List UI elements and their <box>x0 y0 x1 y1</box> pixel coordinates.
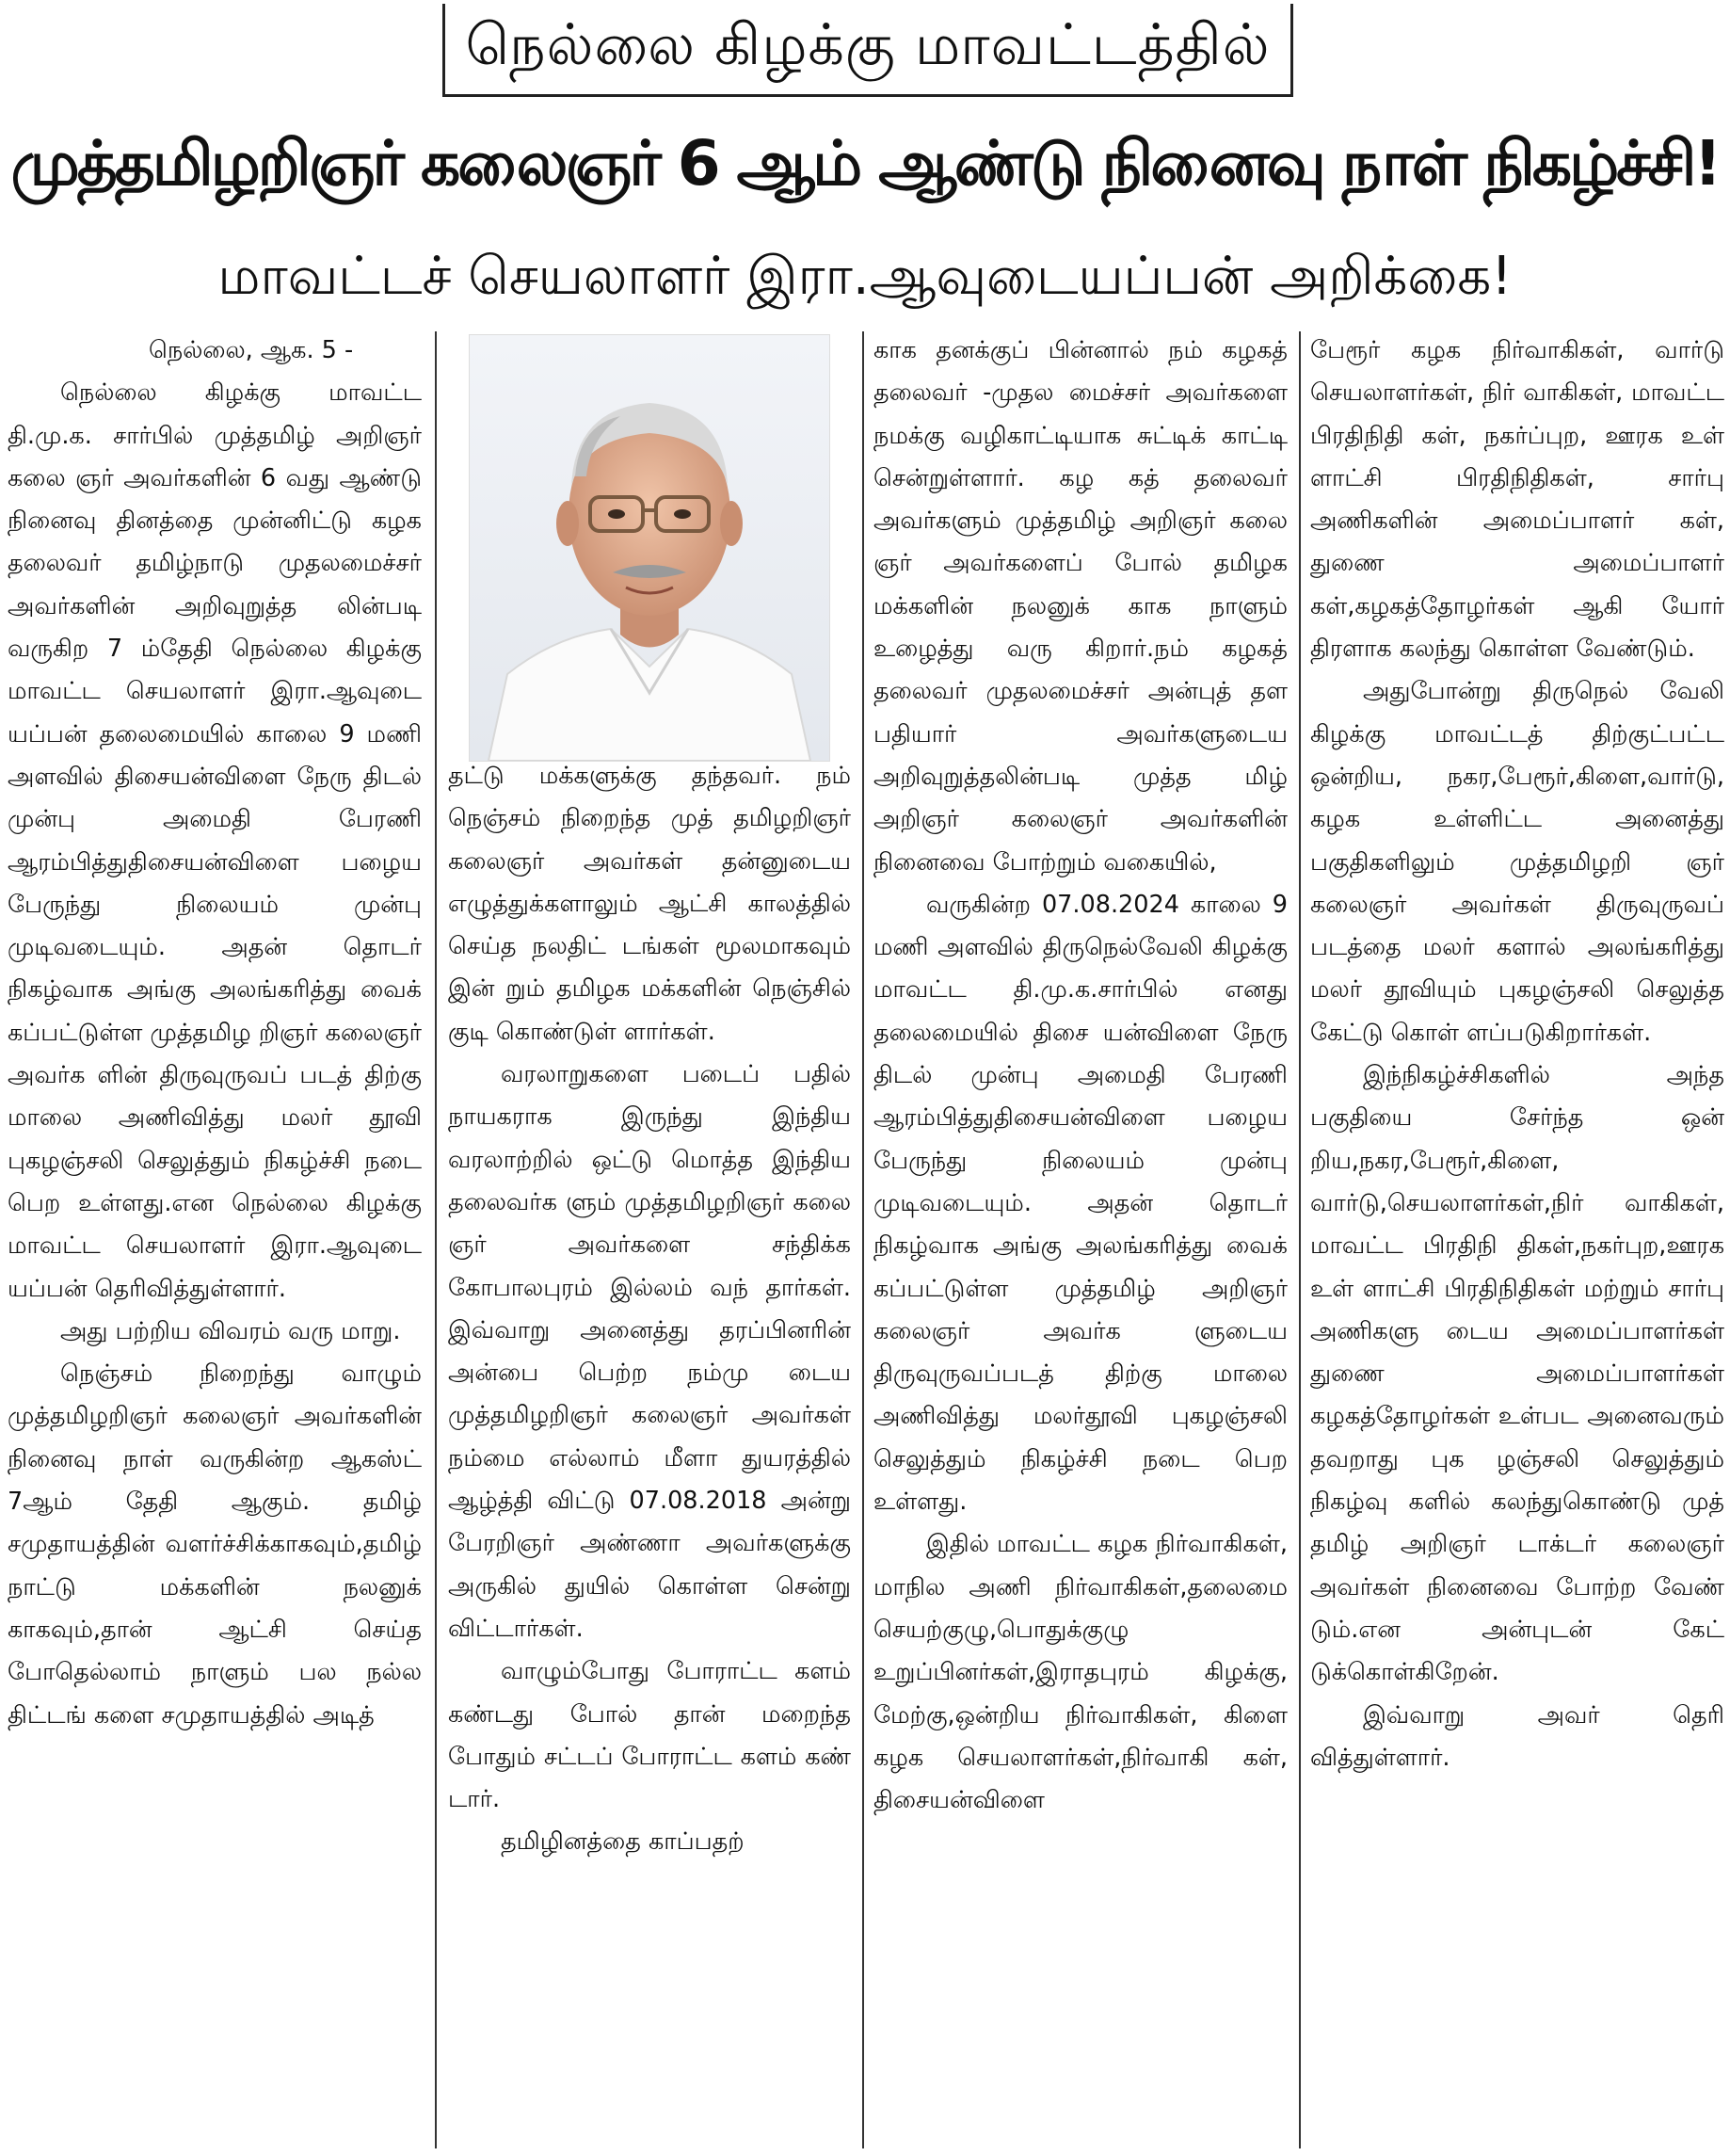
column-1-paragraph: நெல்லை கிழக்கு மாவட்ட தி.மு.க. சார்பில் முத்தமிழ் அறிஞர் கலை ஞர் அவர்களின் 6 வது ஆண்டு நினைவு தினத்தை முன்னிட்டு கழக தலைவர் தமிழ்நாடு முதலமைச்சர் அவர்களின் அறிவுறுத்த லின்படி வருகிற 7 ம்தேதி நெல்லை கிழக்கு மாவட்ட செயலாளர் இரா.ஆவுடை யப்பன் தலைமையில் காலை 9 மணி அளவில் திசையன்விளை நேரு திடல் முன்பு அமைதி பேரணி ஆரம்பித்துதிசையன்விளை பழைய பேருந்து நிலையம் முன்பு முடிவடையும். அதன் தொடர் நிகழ்வாக அங்கு அலங்கரித்து வைக் கப்பட்டுள்ள முத்தமிழ றிஞர் கலைஞர் அவர்க ளின் திருவுருவப் படத் திற்கு மாலை அணிவித்து மலர் தூவி புகழஞ்சலி செலுத்தும் நிகழ்ச்சி நடை பெற உள்ளது.என நெல்லை கிழக்கு மாவட்ட செயலாளர் இரா.ஆவுடை யப்பன் தெரிவித்துள்ளார். <box>8 378 422 1303</box>
column-3-paragraph: இதில் மாவட்ட கழக நிர்வாகிகள், மாநில அணி நிர்வாகிகள்,தலைமை செயற்குழு,பொதுக்குழு உறுப்பினர்கள்,இராதபுரம் கிழக்கு, மேற்கு,ஒன்றிய நிர்வாகிகள், கிளை கழக செயலாளர்கள்,நிர்வாகி கள், திசையன்விளை <box>873 1530 1288 1815</box>
column-3-paragraph: காக தனக்குப் பின்னால் நம் கழகத் தலைவர் -முதல மைச்சர் அவர்களை நமக்கு வழிகாட்டியாக சுட்டிக் காட்டி சென்றுள்ளார். கழ கத் தலைவர் அவர்களும் முத்தமிழ் அறிஞர் கலை ஞர் அவர்களைப் போல் தமிழக மக்களின் நலனுக் காக நாளும் உழைத்து வரு கிறார்.நம் கழகத் தலைவர் முதலமைச்சர் அன்புத் தள பதியார் அவர்களுடைய அறிவுறுத்தலின்படி முத்த மிழ் அறிஞர் கலைஞர் அவர்களின் நினைவை போற்றும் வகையில், <box>873 336 1288 877</box>
column-2-paragraph: வரலாறுகளை படைப் பதில் நாயகராக இருந்து இந்திய வரலாற்றில் ஒட்டு மொத்த இந்திய தலைவர்க ளும் முத்தமிழறிஞர் கலை ஞர் அவர்களை சந்திக்க கோபாலபுரம் இல்லம் வந் தார்கள். இவ்வாறு அனைத்து தரப்பினரின் அன்பை பெற்ற நம்மு டைய முத்தமிழறிஞர் கலைஞர் அவர்கள் நம்மை எல்லாம் மீளா துயரத்தில் ஆழ்த்தி விட்டு 07.08.2018 அன்று பேரறிஞர் அண்ணா அவர்களுக்கு அருகில் துயில் கொள்ள சென்று விட்டார்கள். <box>448 1060 851 1643</box>
column-divider <box>1299 331 1301 2148</box>
column-1-paragraph: அது பற்றிய விவரம் வரு மாறு. <box>60 1316 401 1345</box>
article-column-1 <box>8 330 422 1737</box>
article-column-4 <box>1310 330 1724 1779</box>
column-4-paragraph: இந்நிகழ்ச்சிகளில் அந்த பகுதியை சேர்ந்த ஒன் றிய,நகர,பேரூர்,கிளை, வார்டு,செயலாளர்கள்,நிர் வாகிகள், மாவட்ட பிரதிநி திகள்,நகர்புற,ஊரக உள் ளாட்சி பிரதிநிதிகள் மற்றும் சார்பு அணிகளு டைய அமைப்பாளர்கள் துணை அமைப்பாளர்கள் கழகத்தோழர்கள் உள்பட அனைவரும் தவறாது புக ழஞ்சலி செலுத்தும் நிகழ்வு களில் கலந்துகொண்டு முத் தமிழ் அறிஞர் டாக்டர் கலைஞர் அவர்கள் நினைவை போற்ற வேண் டும்.என அன்புடன் கேட் டுக்கொள்கிறேன். <box>1310 1061 1724 1687</box>
article-column-3 <box>873 330 1288 1822</box>
column-4-paragraph: இவ்வாறு அவர் தெரி வித்துள்ளார். <box>1310 1700 1724 1772</box>
column-3-paragraph: வருகின்ற 07.08.2024 காலை 9 மணி அளவில் திருநெல்வேலி கிழக்கு மாவட்ட தி.மு.க.சார்பில் எனது தலைமையில் திசை யன்விளை நேரு திடல் முன்பு அமைதி பேரணி ஆரம்பித்துதிசையன்விளை பழைய பேருந்து நிலையம் முன்பு முடிவடையும். அதன் தொடர் நிகழ்வாக அங்கு அலங்கரித்து வைக் கப்பட்டுள்ள முத்தமிழ் அறிஞர் கலைஞர் அவர்க ளுடைய திருவுருவப்படத் திற்கு மாலை அணிவித்து மலர்தூவி புகழஞ்சலி செலுத்தும் நிகழ்ச்சி நடை பெற உள்ளது. <box>873 890 1288 1517</box>
headline-text: முத்தமிழறிஞர் கலைஞர் 6 ஆம் ஆண்டு நினைவு நாள் நிகழ்ச்சி! <box>10 127 1720 200</box>
column-4-paragraph: பேரூர் கழக நிர்வாகிகள், வார்டு செயலாளர்கள், நிர் வாகிகள், மாவட்ட பிரதிநிதி கள், நகர்ப்புற, ஊரக உள் ளாட்சி பிரதிநிதிகள், சார்பு அணிகளின் அமைப்பாளர் கள், துணை அமைப்பாளர் கள்,கழகத்தோழர்கள் ஆகி யோர் திரளாக கலந்து கொள்ள வேண்டும். <box>1310 336 1724 664</box>
subheadline-text: மாவட்டச் செயலாளர் இரா.ஆவுடையப்பன் அறிக்கை! <box>217 246 1513 307</box>
column-4-paragraph: அதுபோன்று திருநெல் வேலி கிழக்கு மாவட்டத் திற்குட்பட்ட ஒன்றிய, நகர,பேரூர்,கிளை,வார்டு, கழக உள்ளிட்ட அனைத்து பகுதிகளிலும் முத்தமிழறி ஞர் கலைஞர் அவர்கள் திருவுருவப் படத்தை மலர் களால் அலங்கரித்து மலர் தூவியும் புகழஞ்சலி செலுத்த கேட்டு கொள் ளப்படுகிறார்கள். <box>1310 677 1724 1047</box>
column-divider <box>435 331 437 2148</box>
portrait-photo <box>469 334 830 762</box>
column-2-paragraph: தமிழினத்தை காப்பதற் <box>501 1827 745 1857</box>
column-2-paragraph: வாழும்போது போராட்ட களம் கண்டது போல் தான் மறைந்த போதும் சட்டப் போராட்ட களம் கண் டார். <box>448 1657 851 1814</box>
column-1-paragraph: நெல்லை, ஆக. 5 - <box>149 336 354 364</box>
column-1-paragraph: நெஞ்சம் நிறைந்து வாழும் முத்தமிழறிஞர் கலைஞர் அவர்களின் நினைவு நாள் வருகின்ற ஆகஸ்ட் 7ஆம் தேதி ஆகும். தமிழ் சமுதாயத்தின் வளர்ச்சிக்காகவும்,தமிழ் நாட்டு மக்களின் நலனுக் காகவும்,தான் ஆட்சி செய்த போதெல்லாம் நாளும் பல நல்ல திட்டங் களை சமுதாயத்தில் அடித் <box>8 1360 422 1730</box>
section-kicker <box>442 4 1293 97</box>
article-column-2 <box>448 755 851 1864</box>
kicker-text: நெல்லை கிழக்கு மாவட்டத்தில் <box>465 12 1271 78</box>
subheadline <box>0 237 1730 322</box>
column-divider <box>862 331 864 2148</box>
headline <box>6 111 1724 224</box>
portrait-photo-icon <box>470 335 829 761</box>
column-2-paragraph: தட்டு மக்களுக்கு தந்தவர். நம் நெஞ்சம் நிறைந்த முத் தமிழறிஞர் கலைஞர் அவர்கள் தன்னுடைய எழுத்துக்களாலும் ஆட்சி காலத்தில் செய்த நலதிட் டங்கள் மூலமாகவும் இன் றும் தமிழக மக்களின் நெஞ்சில் குடி கொண்டுள் ளார்கள். <box>448 762 851 1046</box>
